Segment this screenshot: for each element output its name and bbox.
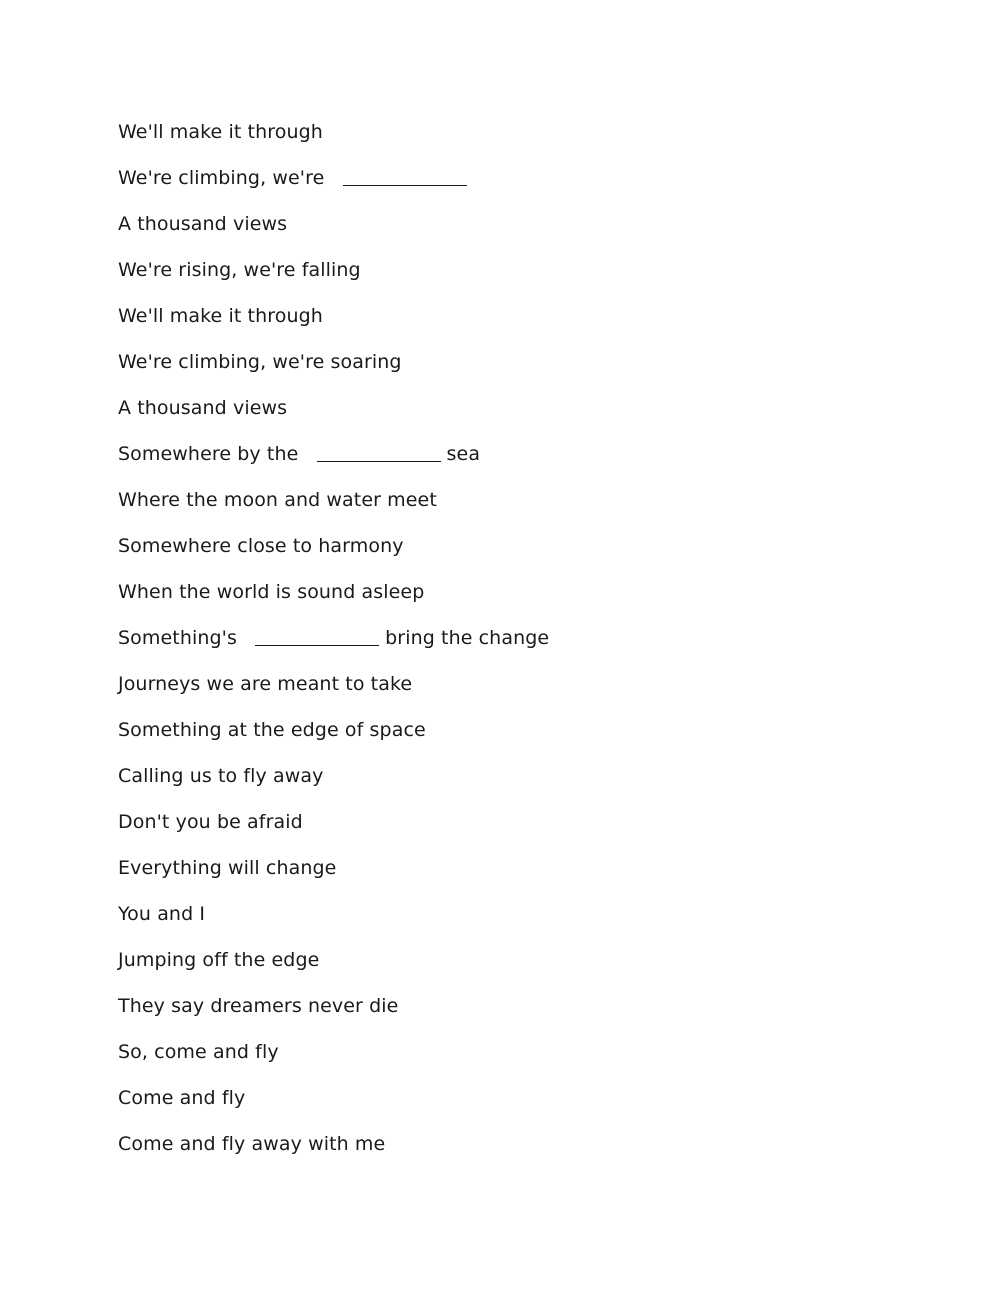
lyric-text: Everything will change	[118, 857, 337, 879]
fill-in-blank[interactable]	[255, 625, 379, 646]
lyric-text: So, come and fly	[118, 1041, 279, 1063]
lyric-text: Something at the edge of space	[118, 719, 426, 741]
lyric-line	[118, 485, 549, 531]
lyric-line	[118, 623, 549, 669]
lyric-text: Don't you be afraid	[118, 811, 303, 833]
lyric-text: A thousand views	[118, 213, 288, 235]
lyric-line	[118, 255, 549, 301]
lyric-line	[118, 439, 549, 485]
lyric-text: Jumping off the edge	[118, 949, 320, 971]
lyric-text: When the world is sound asleep	[118, 581, 425, 603]
lyric-line	[118, 163, 549, 209]
lyric-text: Journeys we are meant to take	[118, 673, 413, 695]
lyric-text: A thousand views	[118, 397, 288, 419]
lyric-text: Somewhere close to harmony	[118, 535, 404, 557]
lyric-line	[118, 577, 549, 623]
lyric-text: Come and fly	[118, 1087, 246, 1109]
lyric-line	[118, 347, 549, 393]
lyric-line	[118, 117, 549, 163]
lyric-text: We're climbing, we're	[118, 167, 331, 189]
lyric-text: We'll make it through	[118, 305, 323, 327]
lyric-line	[118, 807, 549, 853]
lyric-line	[118, 853, 549, 899]
lyric-text: bring the change	[385, 627, 550, 649]
lyric-text: Somewhere by the	[118, 443, 305, 465]
lyric-text: Where the moon and water meet	[118, 489, 437, 511]
lyric-text: They say dreamers never die	[118, 995, 399, 1017]
lyric-line	[118, 209, 549, 255]
lyric-text: You and I	[118, 903, 206, 925]
lyric-line	[118, 899, 549, 945]
lyric-line	[118, 715, 549, 761]
fill-in-blank[interactable]	[317, 441, 441, 462]
lyric-line	[118, 531, 549, 577]
lyric-line	[118, 393, 549, 439]
lyric-line	[118, 301, 549, 347]
lyric-text: Calling us to fly away	[118, 765, 324, 787]
lyric-line	[118, 1037, 549, 1083]
lyric-text: We'll make it through	[118, 121, 323, 143]
lyrics-list	[118, 117, 549, 1175]
lyric-line	[118, 669, 549, 715]
lyric-text: We're rising, we're falling	[118, 259, 361, 281]
lyric-line	[118, 761, 549, 807]
lyric-line	[118, 991, 549, 1037]
lyric-line	[118, 1129, 549, 1175]
fill-in-blank[interactable]	[343, 165, 467, 186]
lyric-text: We're climbing, we're soaring	[118, 351, 402, 373]
lyric-text: Come and fly away with me	[118, 1133, 386, 1155]
lyric-text: Something's	[118, 627, 244, 649]
lyric-text: sea	[446, 443, 481, 465]
lyric-line	[118, 945, 549, 991]
lyric-line	[118, 1083, 549, 1129]
